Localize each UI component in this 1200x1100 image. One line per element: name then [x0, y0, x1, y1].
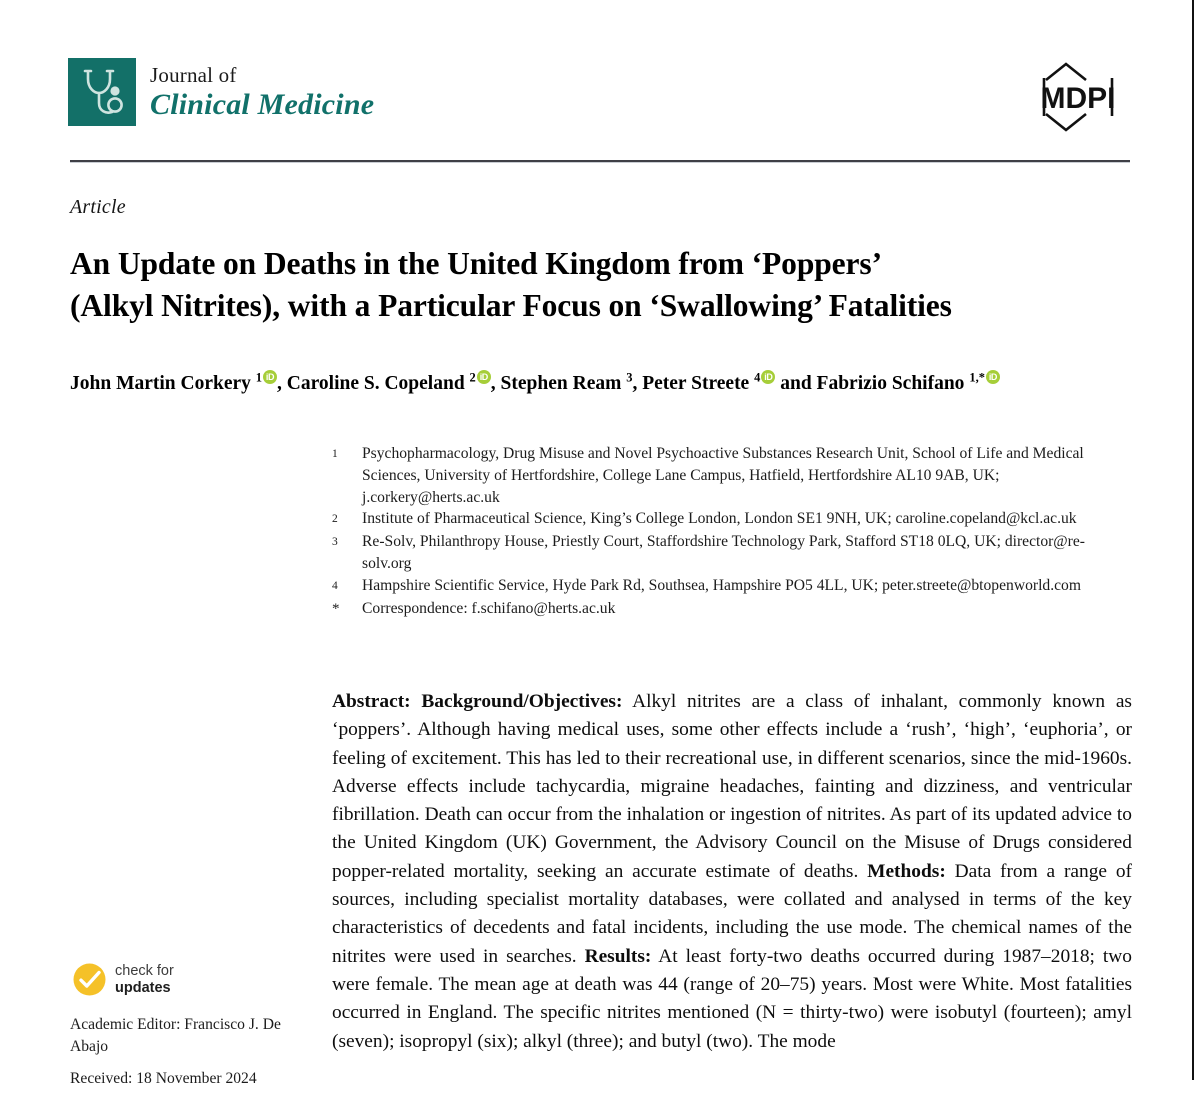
- orcid-icon[interactable]: iD: [477, 370, 491, 384]
- stethoscope-icon: [68, 58, 136, 126]
- author-name: Peter Streete: [642, 373, 755, 394]
- header-divider: [70, 160, 1130, 163]
- author-affiliation-marker: 2: [469, 370, 476, 385]
- affiliation-marker: 4: [332, 579, 338, 592]
- journal-brand: [68, 58, 374, 126]
- journal-names: [150, 62, 375, 121]
- affiliation-row: [332, 531, 1132, 575]
- author-list: [70, 371, 1130, 397]
- author-separator: ,: [632, 373, 643, 394]
- affiliation-text: Correspondence: f.schifano@herts.ac.uk: [362, 599, 616, 617]
- affiliation-row: [332, 443, 1132, 508]
- academic-editor: Academic Editor: Francisco J. De Abajo: [70, 1016, 281, 1055]
- affiliation-row: [332, 575, 1132, 598]
- affiliation-text: Institute of Pharmaceutical Science, King’s College London, London SE1 9NH, UK; caroline.copeland@kcl.ac.uk: [362, 510, 1077, 528]
- abstract-section-heading: Background/Objectives:: [421, 691, 623, 712]
- abstract-section-heading: Methods:: [867, 860, 946, 882]
- check-circle-icon: [72, 962, 107, 997]
- crossmark-badge[interactable]: [72, 962, 174, 997]
- author-separator: and: [775, 373, 817, 394]
- affiliation-list: [332, 443, 1132, 620]
- article-type-label: Article: [70, 196, 126, 218]
- crossmark-line1: check for: [115, 963, 174, 979]
- received-date: Received: 18 November 2024: [70, 1070, 257, 1087]
- author-name: Stephen Ream: [500, 373, 627, 394]
- abstract: [332, 688, 1132, 1056]
- affiliation-text: Re-Solv, Philanthropy House, Priestly Court, Staffordshire Technology Park, Stafford ST18 0LQ, UK; director@re-solv.org: [362, 533, 1085, 572]
- author-name: John Martin Corkery: [70, 373, 256, 394]
- mdpi-logo: [1026, 56, 1130, 138]
- abstract-section-text: Data from a range of sources, including specialist mortality databases, were collated and analysed in terms of the key characteristics of decedents and fatal incidents, including the use mode. The chemical names of the nitrites were used in searches.: [332, 860, 1132, 967]
- affiliation-text: Hampshire Scientific Service, Hyde Park Rd, Southsea, Hampshire PO5 4LL, UK; peter.streete@btopenworld.com: [362, 576, 1081, 594]
- orcid-icon[interactable]: iD: [986, 370, 1000, 384]
- mdpi-logo-text: MDPI: [1040, 82, 1116, 115]
- journal-title: Clinical Medicine: [150, 87, 375, 121]
- affiliation-marker: 1: [332, 448, 338, 460]
- author-affiliation-marker: 1: [255, 370, 263, 385]
- abstract-section-text: At least forty-two deaths occurred during 1987–2018; two were female. The mean age at death was 44 (range of 20–75) years. Most were White. Most fatalities occurred in England. The specific nitrites mentioned (N = thirty-two) were isobutyl (fourteen); amyl (seven); isopropyl (six); alkyl (three); and butyl (two). The mode: [332, 945, 1132, 1052]
- affiliation-marker: 3: [332, 536, 338, 549]
- author-separator: ,: [490, 373, 501, 394]
- crossmark-label: [115, 963, 174, 996]
- affiliation-row: [332, 508, 1132, 531]
- sidebar-metadata: [70, 1014, 320, 1100]
- affiliation-marker: *: [332, 600, 340, 617]
- abstract-section-text: Alkyl nitrites are a class of inhalant, commonly known as ‘poppers’. Although having medical uses, some other effects include a ‘rush’, ‘high’, ‘euphoria’, or feeling of excitement. This has led to their recreational use, in different scenarios, since the mid-1960s. Adverse effects include tachycardia, migraine headaches, fainting and dizziness, and ventricular fibrillation. Death can occur from the inhalation or ingestion of nitrites. As part of its updated advice to the United Kingdom (UK) Government, the Advisory Council on the Misuse of Drugs considered popper-related mortality, seeking an accurate estimate of deaths.: [332, 691, 1132, 882]
- affiliation-row: [332, 598, 1132, 621]
- orcid-icon[interactable]: iD: [761, 370, 775, 384]
- journal-of-label: Journal of: [150, 62, 237, 87]
- masthead: [68, 58, 1130, 138]
- abstract-section-heading: Results:: [584, 945, 652, 967]
- author-affiliation-marker: 1,*: [969, 370, 985, 385]
- author-separator: ,: [277, 373, 287, 394]
- orcid-icon[interactable]: iD: [263, 370, 277, 384]
- affiliation-text: Psychopharmacology, Drug Misuse and Novel Psychoactive Substances Research Unit, School of Life and Medical Sciences, University of Hertfordshire, College Lane Campus, Hatfield, Hertfordshire AL10 9AB, UK; j.corkery@herts.ac.uk: [362, 445, 1084, 506]
- affiliation-marker: 2: [332, 513, 338, 526]
- abstract-label: Abstract:: [332, 691, 422, 712]
- author-name: Caroline S. Copeland: [286, 373, 470, 394]
- page-title: An Update on Deaths in the United Kingdom from ‘Poppers’ (Alkyl Nitrites), with a Particular Focus on ‘Swallowing’ Fatalities: [70, 246, 952, 323]
- author-affiliation-marker: 4: [754, 370, 761, 385]
- crossmark-line2: updates: [115, 979, 171, 996]
- author-name: Fabrizio Schifano: [816, 373, 970, 394]
- author-affiliation-marker: 3: [626, 370, 633, 385]
- page-edge-line: [1192, 0, 1194, 1080]
